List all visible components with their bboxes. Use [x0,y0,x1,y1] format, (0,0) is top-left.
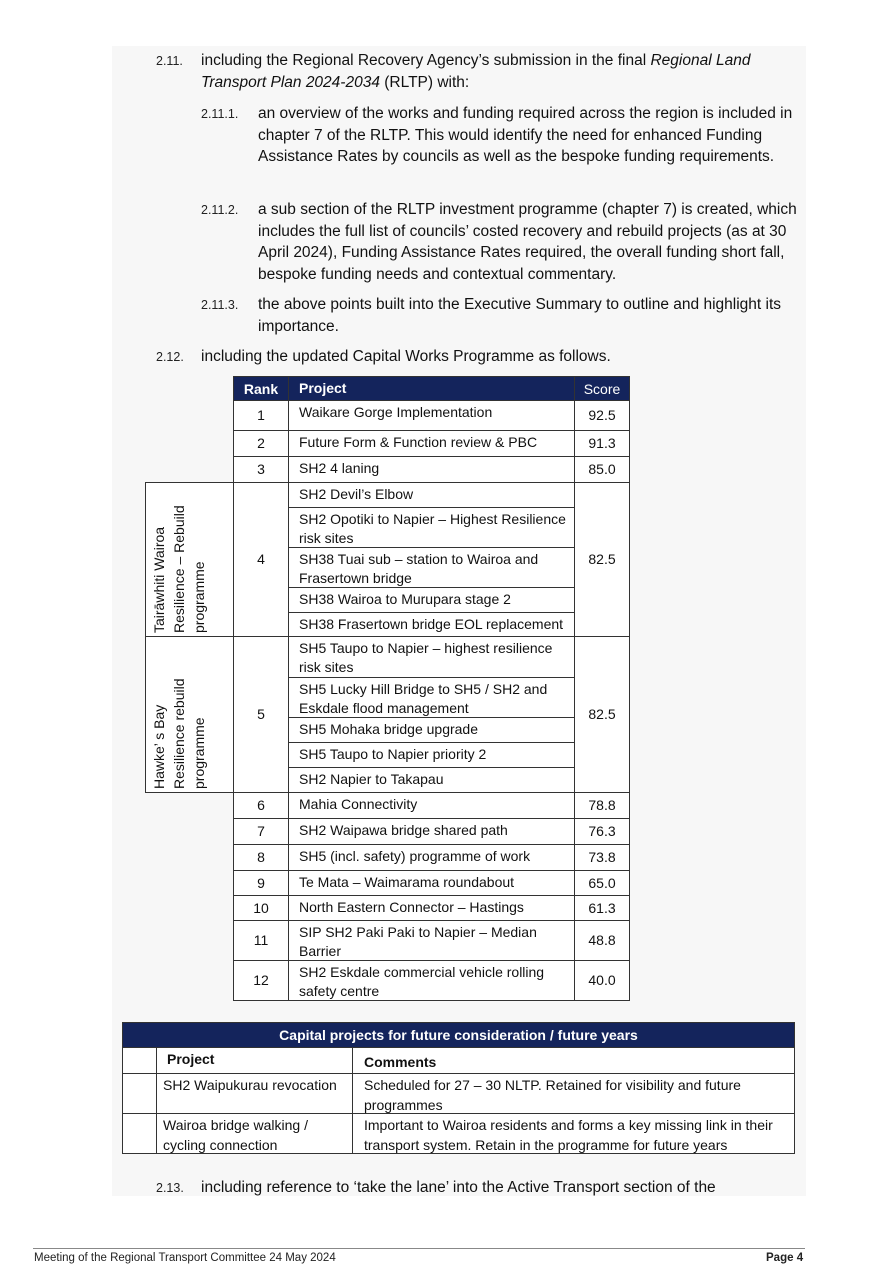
score-cell: 82.5 [574,482,630,637]
rank-cell: 1 [233,400,289,431]
group-tairawhiti [145,482,234,637]
score-cell: 78.8 [574,792,630,819]
rank-cell: 5 [233,636,289,793]
project-cell: SH5 Taupo to Napier – highest resilience risk sites [288,636,575,678]
rank-cell: 9 [233,870,289,896]
t2-project-cell: SH2 Waipukurau revocation [156,1073,353,1114]
footer-page-label: Page [766,1252,794,1264]
score-cell: 82.5 [574,636,630,793]
para-number-2-12: 2.12. [156,350,184,364]
project-cell: SH5 Lucky Hill Bridge to SH5 / SH2 and Eskdale flood management [288,677,575,718]
rank-cell: 7 [233,818,289,845]
t2-header-project: Project [156,1047,353,1074]
para-2-11-2: a sub section of the RLTP investment programme (chapter 7) is created, which includes the full list of councils’ costed recovery and rebuild projects (as at 30 April 2024), Funding Assistance Rates required, the overall funding short fall, bespoke funding needs and contextual commentary. [258,201,797,283]
spacer-cell [122,1113,157,1154]
rank-cell: 10 [233,895,289,921]
group-hawkes-bay-label: Hawke’ s Bay Resilience rebuild programme [151,678,207,789]
t2-project-cell: Wairoa bridge walking / cycling connection [156,1113,353,1154]
project-cell: SH5 Taupo to Napier priority 2 [288,742,575,768]
group-tairawhiti-label: Tairāwhiti Wairoa Resilience – Rebuild programme [151,505,207,633]
para-2-11-1: an overview of the works and funding required across the region is included in chapter 7 of the RLTP. This would identify the need for enhanced Funding Assistance Rates by councils as well as the bespoke funding requirements. [258,105,793,165]
para-2-11-text-b: (RLTP) with: [379,73,470,91]
score-cell: 65.0 [574,870,630,896]
project-cell: SH2 Eskdale commercial vehicle rolling safety centre [288,960,575,1001]
rank-cell: 3 [233,456,289,483]
para-number-2-13: 2.13. [156,1181,184,1195]
score-cell: 85.0 [574,456,630,483]
project-cell: Te Mata – Waimarama roundabout [288,870,575,896]
score-cell: 40.0 [574,960,630,1001]
project-cell: SH2 Opotiki to Napier – Highest Resilience risk sites [288,507,575,548]
para-2-11-italic: Regional Land Transport Plan 2024-2034 [201,52,751,91]
project-cell: SH5 Mohaka bridge upgrade [288,717,575,743]
score-cell: 48.8 [574,920,630,961]
para-2-12: including the updated Capital Works Programme as follows. [201,348,611,365]
score-cell: 73.8 [574,844,630,871]
rank-cell: 4 [233,482,289,637]
project-cell: SIP SH2 Paki Paki to Napier – Median Barrier [288,920,575,961]
project-cell: Future Form & Function review & PBC [288,430,575,457]
project-cell: North Eastern Connector – Hastings [288,895,575,921]
t2-comments-cell: Scheduled for 27 – 30 NLTP. Retained for visibility and future programmes [352,1073,795,1114]
project-cell: SH38 Frasertown bridge EOL replacement [288,612,575,637]
project-cell: Waikare Gorge Implementation [288,400,575,431]
future-projects-title: Capital projects for future consideration / future years [122,1022,795,1048]
header-rank: Rank [233,376,289,401]
rank-cell: 2 [233,430,289,457]
para-number-2-11-1: 2.11.1. [201,107,239,121]
score-cell: 91.3 [574,430,630,457]
project-cell: SH38 Wairoa to Murupara stage 2 [288,587,575,613]
para-number-2-11: 2.11. [156,54,183,68]
footer-page [766,1252,803,1264]
spacer-cell [122,1047,157,1074]
para-2-11 [201,50,791,93]
rank-cell: 6 [233,792,289,819]
spacer-cell [122,1073,157,1114]
group-hawkes-bay [145,636,234,793]
project-cell: SH38 Tuai sub – station to Wairoa and Frasertown bridge [288,547,575,588]
score-cell: 76.3 [574,818,630,845]
project-cell: Mahia Connectivity [288,792,575,819]
rank-cell: 12 [233,960,289,1001]
footer-rule [33,1248,805,1249]
para-2-13: including reference to ‘take the lane’ into the Active Transport section of the [201,1179,716,1196]
project-cell: SH2 4 laning [288,456,575,483]
para-2-11-3: the above points built into the Executive Summary to outline and highlight its importance. [258,296,782,335]
score-cell: 92.5 [574,400,630,431]
header-score: Score [574,376,630,401]
t2-comments-cell: Important to Wairoa residents and forms a key missing link in their transport system. Retain in the programme for future years [352,1113,795,1154]
project-cell: SH2 Waipawa bridge shared path [288,818,575,845]
para-2-11-text-a: including the Regional Recovery Agency’s submission in the final [201,52,651,69]
project-cell: SH2 Napier to Takapau [288,767,575,793]
rank-cell: 8 [233,844,289,871]
project-cell: SH5 (incl. safety) programme of work [288,844,575,871]
para-number-2-11-2: 2.11.2. [201,203,239,217]
t2-header-comments: Comments [352,1047,795,1074]
footer-meeting-title: Meeting of the Regional Transport Committee 24 May 2024 [34,1252,336,1264]
footer-page-number: 4 [796,1252,804,1264]
header-project: Project [288,376,575,401]
project-cell: SH2 Devil’s Elbow [288,482,575,508]
rank-cell: 11 [233,920,289,961]
score-cell: 61.3 [574,895,630,921]
para-number-2-11-3: 2.11.3. [201,298,239,312]
